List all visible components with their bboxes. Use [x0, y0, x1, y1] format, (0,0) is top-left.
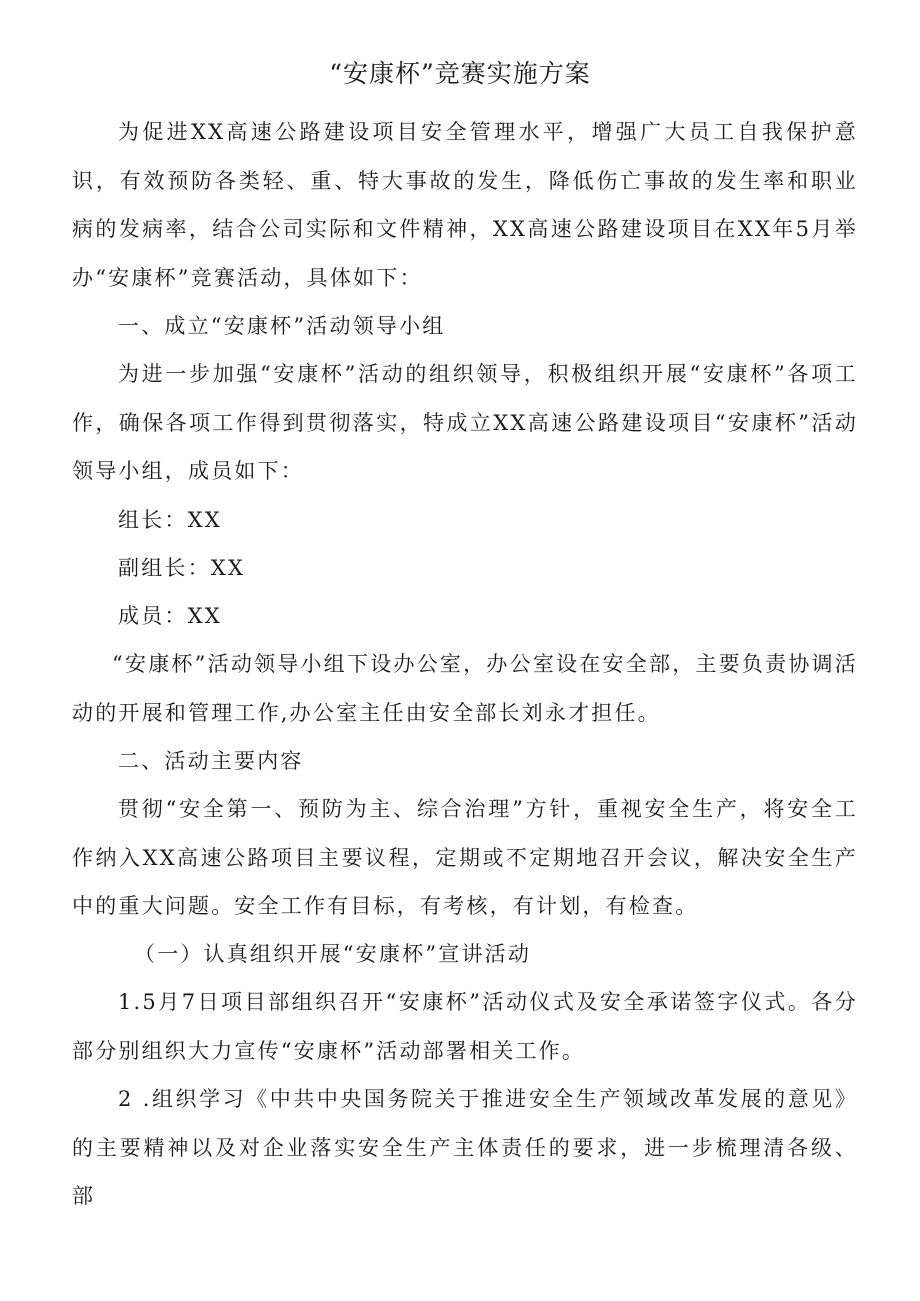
- document-title: “安康杯”竞赛实施方案: [329, 59, 591, 88]
- section-heading-2: 二、活动主要内容: [118, 749, 304, 773]
- intro-paragraph: 为促进XX高速公路建设项目安全管理水平，增强广大员工自我保护意识，有效预防各类轻、重、特大事故的发生，降低伤亡事故的发生率和职业病的发病率，结合公司实际和文件精神，XX高速公路建设项目在XX年5月举办“安康杯”竞赛活动，具体如下：: [72, 120, 858, 290]
- leadership-paragraph: 为进一步加强“安康杯”活动的组织领导，积极组织开展“安康杯”各项工作，确保各项工作得到贯彻落实，特成立XX高速公路建设项目“安康杯”活动领导小组，成员如下：: [72, 362, 858, 483]
- office-paragraph: “安康杯”活动领导小组下设办公室，办公室设在安全部，主要负责协调活动的开展和管理工作,办公室主任由安全部长刘永才担任。: [72, 652, 858, 725]
- item-1-paragraph: 1.5月7日项目部组织召开“安康杯”活动仪式及安全承诺签字仪式。各分部分别组织大力宣传“安康杯”活动部署相关工作。: [72, 990, 858, 1063]
- section-heading-1: 一、成立“安康杯”活动领导小组: [118, 314, 446, 338]
- members-line: 成员：XX: [118, 604, 222, 628]
- item-2-paragraph: 2 .组织学习《中共中央国务院关于推进安全生产领域改革发展的意见》的主要精神以及对企业落实安全生产主体责任的要求，进一步梳理清各级、部: [72, 1087, 858, 1208]
- subsection-heading-1: （一）认真组织开展“安康杯”宣讲活动: [134, 942, 532, 966]
- content-paragraph: 贯彻“安全第一、预防为主、综合治理”方针，重视安全生产，将安全工作纳入XX高速公路项目主要议程，定期或不定期地召开会议，解决安全生产中的重大问题。安全工作有目标，有考核，有计划，有检查。: [72, 797, 858, 918]
- group-leader-line: 组长：XX: [118, 508, 222, 532]
- deputy-leader-line: 副组长：XX: [118, 556, 246, 580]
